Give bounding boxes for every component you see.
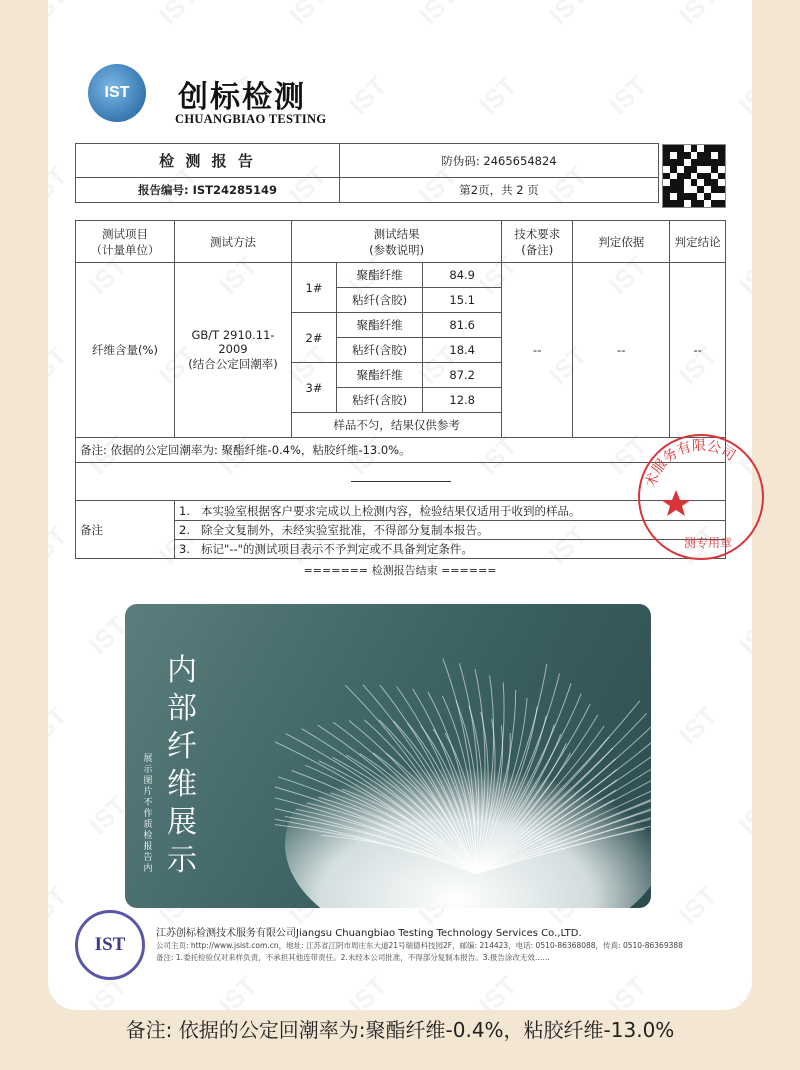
- remark-number: 1.: [179, 503, 190, 518]
- fiber-name: 聚酯纤维: [337, 263, 423, 288]
- watermark-text: [733, 70, 752, 121]
- header-result-label: 测试结果: [373, 226, 420, 241]
- remark-number: 2.: [179, 523, 190, 537]
- title-char: 展: [167, 805, 197, 840]
- watermark-text: [473, 70, 524, 121]
- note-char: 质: [143, 820, 153, 830]
- footer-contact: 公司主页: http://www.jsist.com.cn，地址: 江苏省江阴市周庄东大道21号瑞德科技园2F，邮编: 214423，电话: 0510-86368088，传真: 0510-86369388: [156, 941, 683, 950]
- brand-name-cn: 创标检测: [178, 80, 306, 115]
- footer-ist-logo: IST: [75, 910, 145, 980]
- header-item: [76, 221, 175, 263]
- remark-text: 标记"--"的测试项目表示不予判定或不具备判定条件。: [201, 542, 473, 556]
- watermark-text: [733, 790, 752, 841]
- watermark-text: [48, 0, 73, 31]
- header-req-sub: (备注): [521, 242, 554, 257]
- uneven-note: 样品不匀，结果仅供参考: [292, 413, 502, 438]
- note-char: 检: [143, 831, 153, 841]
- footer-company: 江苏创标检测技术服务有限公司Jiangsu Chuangbiao Testing Technology Services Co.,LTD.: [156, 928, 582, 939]
- divider: [351, 481, 451, 482]
- watermark-text: [48, 700, 73, 751]
- note-char: 告: [143, 853, 153, 863]
- watermark-text: [673, 700, 724, 751]
- note-char: 作: [143, 809, 153, 819]
- header-item-label: 测试项目: [102, 226, 148, 241]
- logo-text: IST: [104, 84, 130, 101]
- fiber-tuft-image: [275, 644, 651, 908]
- qr-code: [662, 144, 726, 208]
- title-char: 维: [167, 767, 197, 802]
- blank-row: [76, 463, 726, 501]
- watermark-text: [213, 970, 264, 1010]
- note-char: 不: [143, 798, 153, 808]
- results-table: [75, 220, 726, 559]
- watermark-text: [153, 0, 204, 31]
- fiber-name: 粘纤(含胶): [337, 338, 423, 363]
- fiber-value: 87.2: [423, 363, 502, 388]
- note-char: 示: [143, 765, 153, 775]
- fiber-value: 84.9: [423, 263, 502, 288]
- stamp-bottom-text: 测专用章: [683, 536, 733, 550]
- item-name: 纤维含量(%): [76, 263, 175, 438]
- sample-id: 2#: [292, 313, 337, 363]
- header-method: 测试方法: [175, 221, 292, 263]
- fiber-value: 15.1: [423, 288, 502, 313]
- header-result-sub: (参数说明): [369, 242, 425, 257]
- header-requirement: [502, 221, 573, 263]
- remark-number: 3.: [179, 542, 190, 556]
- requirement-value: --: [502, 263, 573, 438]
- bottom-caption: 备注: 依据的公定回潮率为:聚酯纤维-0.4%，粘胶纤维-13.0%: [125, 1018, 675, 1042]
- stamp-star-icon: [661, 490, 691, 516]
- header-result: [292, 221, 502, 263]
- watermark-text: [543, 0, 594, 31]
- note-char: 内: [143, 864, 153, 874]
- fiber-value: 18.4: [423, 338, 502, 363]
- sample-id: 1#: [292, 263, 337, 313]
- title-char: 示: [167, 843, 197, 878]
- conclusion-value: --: [670, 263, 726, 438]
- watermark-text: [733, 610, 752, 661]
- watermark-text: [603, 970, 654, 1010]
- watermark-text: [673, 880, 724, 931]
- photo-title: [165, 652, 199, 880]
- remark-text: 除全文复制外，未经实验室批准，不得部分复制本报告。: [201, 523, 489, 537]
- watermark-text: [473, 970, 524, 1010]
- anti-fake-code: 防伪码: 2465654824: [340, 144, 659, 178]
- watermark-text: [603, 70, 654, 121]
- watermark-text: [733, 250, 752, 301]
- remarks-label: 备注: [76, 501, 175, 559]
- header-basis: 判定依据: [573, 221, 670, 263]
- watermark-text: [733, 970, 752, 1010]
- note-char: 片: [143, 787, 153, 797]
- remark-text: 本实验室根据客户要求完成以上检测内容，检验结果仅适用于收到的样品。: [201, 503, 581, 518]
- red-seal-stamp: [636, 432, 766, 562]
- report-end-line: ======= 检测报告结束 ======: [303, 564, 497, 577]
- fiber-photo: [125, 604, 651, 908]
- watermark-text: [283, 0, 334, 31]
- watermark-text: [413, 0, 464, 31]
- watermark-text: [343, 70, 394, 121]
- brand-name-en: CHUANGBIAO TESTING: [175, 112, 327, 126]
- watermark-text: [48, 160, 73, 211]
- method-note: (结合公定回潮率): [188, 357, 278, 371]
- photo-note: [142, 754, 154, 875]
- fiber-name: 粘纤(含胶): [337, 388, 423, 413]
- report-header-table: [75, 143, 659, 203]
- watermark-text: [343, 970, 394, 1010]
- note-char: 展: [143, 754, 153, 764]
- basis-value: --: [573, 263, 670, 438]
- report-title: 检 测 报 告: [76, 144, 340, 178]
- fiber-name: 粘纤(含胶): [337, 288, 423, 313]
- header-conclusion: 判定结论: [670, 221, 726, 263]
- stamp-arc-text: 术服务有限公司: [643, 437, 739, 490]
- sample-id: 3#: [292, 363, 337, 413]
- ist-logo: [88, 64, 146, 122]
- title-char: 部: [167, 691, 197, 726]
- table-footnote: 备注: 依据的公定回潮率为: 聚酯纤维-0.4%，粘胶纤维-13.0%。: [76, 438, 726, 463]
- remark-item: [175, 540, 726, 559]
- fiber-value: 81.6: [423, 313, 502, 338]
- watermark-text: [48, 340, 73, 391]
- report-number: 报告编号: IST24285149: [76, 178, 340, 203]
- page-number: 第2页，共 2 页: [340, 178, 659, 203]
- header-req-label: 技术要求: [514, 226, 561, 241]
- watermark-text: [48, 880, 73, 931]
- method-cell: [175, 263, 292, 438]
- watermark-text: [673, 0, 724, 31]
- title-char: 纤: [167, 729, 197, 764]
- note-char: 报: [143, 842, 153, 852]
- header-item-unit: （计量单位）: [90, 242, 160, 257]
- fiber-name: 聚酯纤维: [337, 363, 423, 388]
- fiber-value: 12.8: [423, 388, 502, 413]
- method-standard: GB/T 2910.11-2009: [191, 328, 275, 356]
- footer-terms: 备注: 1.委托检验仅对来样负责，不承担其他连带责任。2.未经本公司批准，不得部分复制本报告。3.报告涂改无效……: [156, 953, 550, 962]
- title-char: 内: [167, 653, 197, 688]
- fiber-name: 聚酯纤维: [337, 313, 423, 338]
- note-char: 图: [143, 776, 153, 786]
